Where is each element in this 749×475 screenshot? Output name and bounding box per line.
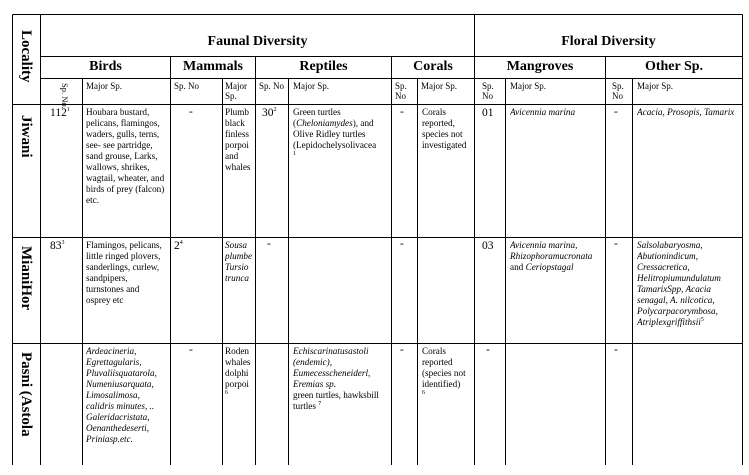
corals-spno-header: Sp. No (395, 81, 407, 101)
miani-other-species: Salsolabaryosma, Abutionindicum, Cressacretica, Helitropiumundulatum TamarixSpp, Acacia senagal, A. nilcotica, Polycarpacorymbosa, Atriplexgriffithsii$^5$ (637, 240, 721, 327)
jiwani-reptiles-species: Green turtles (Cheloniamydes), and Olive Ridley turtles (Lepidochelysolivacea $^1$ (293, 107, 377, 157)
pasni-birds-species: Ardeacineria, Egrettagularis, Pluvaliisquatarola, Numeniusarquata, Limosalimosa, calidris minutes, .. Galeridacristata, Oenanthedeserti, Priniasp.etc. (86, 346, 157, 444)
jiwani-birds-species: Houbara bustard, pelicans, flamingos, waders, gulls, terns, see- see partridge, sand grouse, Larks, wallows, shrikes, wagtail, wheater, and birds of prey (falcon) etc. (86, 107, 165, 205)
other-major-header: Major Sp. (637, 81, 673, 91)
mangroves-major-header: Major Sp. (510, 81, 546, 91)
jiwani-mangroves-spno: 01 (482, 107, 494, 119)
miani-mangroves-species: Avicennia marina, Rhizophoramucronata and Ceriopstagal (510, 240, 593, 272)
locality-mianihor: MianiHor (18, 246, 34, 311)
jiwani-other-species: Acacia, Prosopis, Tamarix (637, 107, 735, 117)
miani-birds-spno: $83^3$ (50, 240, 65, 252)
miani-mangroves-spno: 03 (482, 240, 494, 252)
pasni-mammals-spno: - (189, 344, 193, 356)
birds-spno-header: Sp. No. (60, 83, 70, 109)
jiwani-corals-spno: - (400, 106, 404, 118)
pasni-corals-species: Corals reported (species not identified) $^6$ (422, 346, 466, 396)
pasni-mammals-species: Roden whales dolphi porpoi $^6$ (225, 346, 251, 396)
other-spno-header: Sp. No (612, 81, 624, 101)
pasni-corals-spno: - (400, 344, 404, 356)
miani-corals-spno: - (400, 238, 404, 250)
mammals-header: Mammals (183, 59, 243, 74)
birds-header: Birds (89, 59, 122, 74)
mangroves-spno-header: Sp. No (482, 81, 494, 101)
locality-jiwani: Jiwani (18, 115, 34, 158)
miani-birds-species: Flamingos, pelicans, little ringed plovers, sanderlings, curlew, sandpipers, turnstones and osprey etc (86, 240, 162, 305)
jiwani-corals-species: Corals reported, species not investigated (422, 107, 467, 150)
other-sp-header: Other Sp. (644, 59, 704, 74)
mammals-spno-header: Sp. No (174, 81, 200, 91)
pasni-reptiles-species: Echiscarinatusastoli (endemic), Eumecesscheneiderl, Eremias sp. green turtles, hawksbill turtles $^7$ (293, 346, 379, 411)
miani-mammals-spno: $2^4$ (174, 240, 183, 252)
pasni-mangroves-spno: - (486, 344, 490, 356)
faunal-diversity-header: Faunal Diversity (207, 34, 308, 49)
jiwani-mammals-spno: - (189, 106, 193, 118)
reptiles-header: Reptiles (299, 59, 348, 74)
miani-mammals-species: Sousa plumbe Tursio trunca (225, 240, 253, 283)
jiwani-reptiles-spno: $30^2$ (262, 107, 277, 119)
miani-reptiles-spno: - (267, 238, 271, 250)
corals-major-header: Major Sp. (421, 81, 457, 91)
jiwani-mammals-species: Plumb black finless porpoi and whales (225, 107, 251, 172)
jiwani-mangroves-species: Avicennia marina (510, 107, 576, 117)
birds-major-header: Major Sp. (86, 81, 122, 91)
locality-pasni: Pasni (Astola (18, 352, 34, 437)
reptiles-major-header: Major Sp. (293, 81, 329, 91)
pasni-other-spno: - (614, 344, 618, 356)
mangroves-header: Mangroves (506, 59, 574, 74)
corals-header: Corals (413, 59, 453, 74)
locality-header: Locality (18, 30, 34, 83)
jiwani-birds-spno: $112^1$ (50, 107, 70, 119)
reptiles-spno-header: Sp. No (259, 81, 285, 91)
mammals-major-header: Major Sp. (225, 81, 247, 101)
jiwani-other-spno: - (614, 106, 618, 118)
miani-other-spno: - (614, 238, 618, 250)
floral-diversity-header: Floral Diversity (561, 34, 656, 49)
